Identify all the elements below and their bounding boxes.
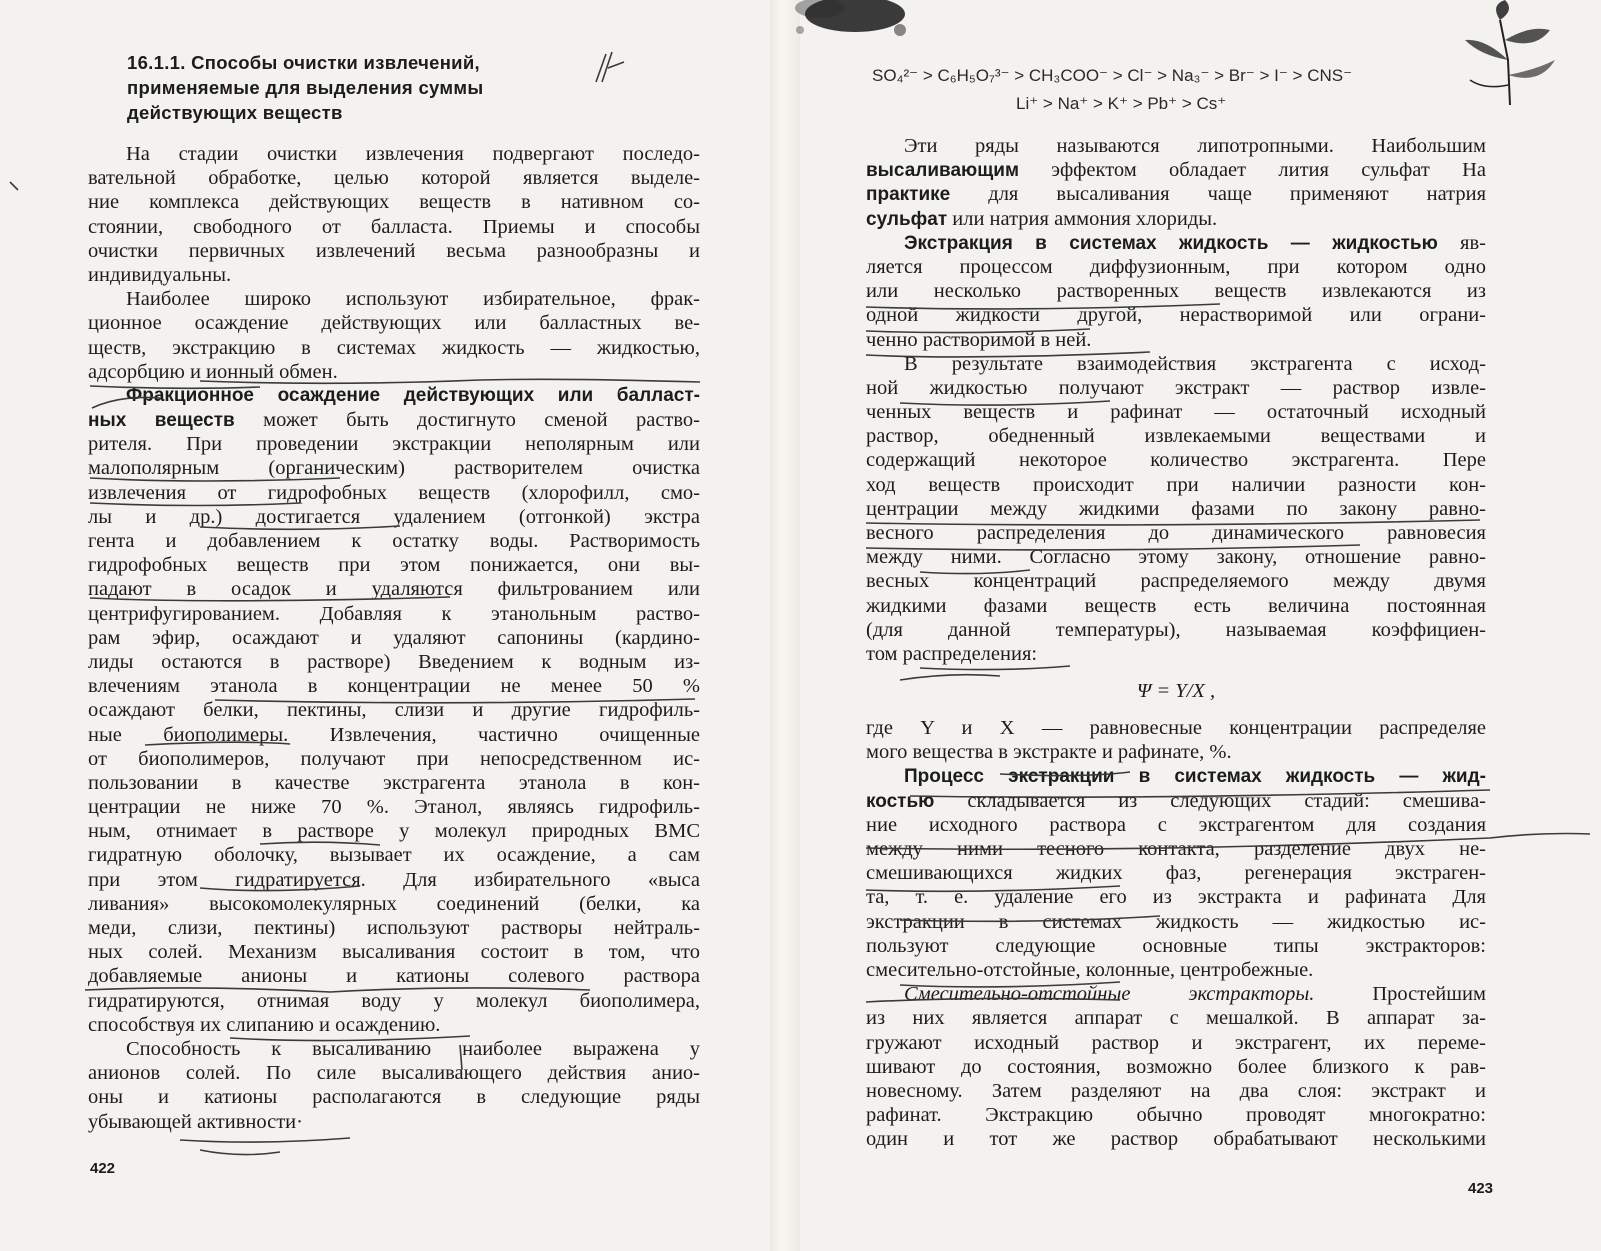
- text-fragment: складывается из следующих стадий: смешива-: [934, 789, 1486, 812]
- text-line: центрации между жидкими фазами по закону равно-: [866, 497, 1486, 520]
- page-number: 422: [90, 1160, 116, 1177]
- text-line: (для данной температуры), называемая коэффициен-: [866, 618, 1486, 641]
- italic-term: Смесительно-отстойные экстракторы.: [904, 983, 1315, 1006]
- text-fragment: Простейшим: [1314, 983, 1486, 1006]
- text-line: новесному. Затем разделяют на два слоя: экстракт и: [866, 1079, 1486, 1102]
- text-line: экстракции в системах жидкость — жидкостью ис-: [866, 910, 1486, 933]
- cation-series: Li⁺ > Na⁺ > K⁺ > Pb⁺ > Cs⁺: [1016, 94, 1227, 113]
- text-line: ливания» высокомолекулярных соединений (белки, ка: [88, 892, 700, 915]
- text-line: гидратную оболочку, вызывает их осаждение, а сам: [88, 844, 700, 867]
- text-line: при этом гидратируется. Для избирательного «выса: [88, 868, 700, 891]
- text-line: меди, слизи, пектины) используют растворы нейтраль-: [88, 917, 700, 939]
- text-line: пользуют следующие основные типы экстракторов:: [866, 934, 1486, 957]
- text-line: ние комплекса действующих веществ в нативном со-: [88, 191, 700, 214]
- text-line: лиды остаются в растворе) Введением к водным из-: [88, 650, 700, 673]
- text-line: индивидуальны.: [88, 263, 232, 286]
- text-line: Наиболее широко используют избирательное, фрак-: [126, 288, 700, 311]
- text-line: В результате взаимодействия экстрагента с исход-: [904, 352, 1486, 375]
- page-number: 423: [1468, 1180, 1494, 1197]
- text-line: рителя. При проведении экстракции неполярным или: [88, 433, 700, 456]
- text-line: гента и добавлением к остатку воды. Растворимость: [88, 530, 700, 552]
- text-line: вательной обработке, целью которой является выделе-: [88, 167, 700, 190]
- text-line: ченно растворимой в ней.: [866, 328, 1092, 351]
- text-line: малополярным (органическим) растворителем очистка: [88, 457, 700, 480]
- heading-line: 16.1.1. Способы очистки извлечений,: [127, 52, 480, 73]
- text-line: влечениям этанола в концентрации не менее 50 %: [88, 675, 700, 698]
- text-line: ченных веществ и рафинат — остаточный исходный: [866, 401, 1486, 424]
- text-line: между ними. Согласно этому закону, отношение равно-: [866, 546, 1486, 569]
- text-line: из них является аппарат с мешалкой. В аппарат за-: [866, 1007, 1486, 1030]
- text-line: центрации не ниже 70 %. Этанол, являясь гидрофиль-: [88, 796, 700, 819]
- text-fragment: эффектом обладает лития сульфат На: [1019, 159, 1486, 182]
- book-gutter: [770, 0, 800, 1251]
- text-line: На стадии очистки извлечения подвергают последо-: [126, 143, 700, 165]
- text-line: один и тот же раствор обрабатывают несколькими: [866, 1128, 1486, 1151]
- text-line: ной жидкостью получают экстракт — раствор извле-: [866, 376, 1486, 399]
- text-line: том распределения:: [866, 642, 1038, 665]
- text-line: смесительно-отстойные, колонные, центробежные.: [866, 959, 1314, 981]
- text-line: адсорбцию и ионный обмен.: [88, 360, 338, 383]
- distribution-formula: Ψ = Y/X ,: [1136, 680, 1216, 703]
- text-line: та, т. е. удаление его из экстракта и рафината Для: [866, 886, 1486, 909]
- text-line: ные биополимеры. Извлечения, частично очищенные: [88, 723, 700, 746]
- text-line: мого вещества в экстракте и рафинате, %.: [866, 741, 1232, 764]
- text-line: ляется процессом диффузионным, при котором одно: [866, 255, 1486, 278]
- right-page: [800, 0, 1601, 1251]
- text-line: ход веществ происходит при наличии разности кон-: [866, 473, 1486, 496]
- text-line: смешивающихся жидких фаз, регенерация экстраген-: [866, 862, 1486, 885]
- text-line: гидратируются, отнимая воду у молекул биополимера,: [88, 989, 700, 1012]
- text-line: падают в осадок и удаляются фильтрованием или: [88, 578, 700, 601]
- text-line-bold: Процесс экстракции в системах жидкость — жид-: [904, 765, 1486, 787]
- text-line: раствор, обедненный извлекаемыми веществами и: [866, 425, 1486, 448]
- text-line: ционное осаждение действующих или балластных ве-: [88, 312, 700, 335]
- text-line: очистки первичных извлечений весьма разнообразны и: [88, 239, 700, 262]
- text-line: ние исходного раствора с экстрагентом для создания: [866, 813, 1486, 836]
- text-line: рам эфир, осаждают и удаляют сапонины (кардино-: [88, 626, 700, 649]
- pencil-underlines: [0, 0, 770, 1251]
- text-line: ществ, экстракцию в системах жидкость — жидкостью,: [88, 336, 700, 359]
- anion-series: SO₄²⁻ > C₆H₅O₇³⁻ > CH₃COO⁻ > Cl⁻ > Na₃⁻ > Br⁻ > I⁻ > CNS⁻: [872, 66, 1353, 85]
- text-line: жидкими фазами веществ есть величина постоянная: [866, 594, 1486, 617]
- text-line: ным, отнимает в растворе у молекул природных ВМС: [88, 820, 700, 843]
- text-line: рафинат. Экстракцию обычно проводят многократно:: [866, 1104, 1486, 1127]
- text-line: стоянии, свободного от балласта. Приемы и способы: [88, 215, 700, 238]
- text-line: где Y и X — равновесные концентрации распределяе: [866, 717, 1486, 740]
- text-fragment: яв-: [1437, 231, 1486, 254]
- heading-line: действующих веществ: [127, 102, 343, 123]
- text-line: убывающей активности·: [88, 1110, 303, 1133]
- bold-term: костью: [866, 790, 935, 812]
- text-line: гидрофобных веществ при этом понижается, они вы-: [88, 554, 700, 577]
- text-line: Эти ряды называются липотропными. Наибольшим: [904, 135, 1486, 157]
- text-line: содержащий некоторое количество экстрагента. Пере: [866, 449, 1486, 472]
- text-line: одной жидкости другой, нерастворимой или ограни-: [866, 304, 1486, 327]
- text-line: анионов солей. По силе высаливающего действия анио-: [88, 1062, 700, 1085]
- text-line: ных солей. Механизм высаливания состоит в том, что: [88, 941, 700, 964]
- bold-term: высаливающим: [866, 160, 1020, 182]
- text-line: оны и катионы располагаются в следующие ряды: [88, 1086, 700, 1109]
- text-line: весных концентраций распределяемого между двумя: [866, 570, 1486, 593]
- text-line: или несколько растворенных веществ извлекаются из: [866, 280, 1486, 303]
- text-line: извлечения от гидрофобных веществ (хлорофилл, смо-: [88, 481, 700, 504]
- pencil-underlines: [800, 0, 1601, 1251]
- text-fragment: или натрия аммония хлориды.: [947, 207, 1218, 230]
- left-page: [0, 0, 770, 1251]
- text-line: Способность к высаливанию наиболее выражена у: [126, 1037, 700, 1060]
- text-fragment: для высаливания чаще применяют натрия: [950, 183, 1486, 206]
- text-fragment: может быть достигнуто сменой раство-: [234, 409, 700, 432]
- text-line: добавляемые анионы и катионы солевого раствора: [88, 965, 700, 988]
- bold-term: практике: [866, 184, 951, 206]
- text-line: лы и др.) достигается удалением (отгонкой) экстра: [88, 505, 700, 528]
- bold-term: сульфат: [866, 208, 948, 230]
- heading-line: применяемые для выделения суммы: [127, 77, 484, 98]
- text-line: от биополимеров, получают при непосредственном ис-: [88, 747, 700, 770]
- text-line: способствуя их слипанию и осаждению.: [88, 1013, 441, 1036]
- text-line: пользовании в качестве экстрагента этанола в кон-: [88, 771, 700, 794]
- text-line: центрифугированием. Добавляя к этанольным раство-: [88, 602, 700, 625]
- text-line: гружают исходный раствор и экстрагент, их переме-: [866, 1031, 1486, 1054]
- text-line-bold: Фракционное осаждение действующих или балласт-: [126, 384, 700, 406]
- bold-term: Экстракция в системах жидкость — жидкостью: [904, 232, 1438, 254]
- text-line: между ними тесного контакта, разделение двух не-: [866, 838, 1486, 861]
- text-line: осаждают белки, пектины, слизи и другие гидрофиль-: [88, 699, 700, 722]
- text-line: весного распределения до динамического равновесия: [866, 522, 1486, 544]
- bold-term: ных веществ: [88, 410, 235, 432]
- text-line: шивают до состояния, возможно более близкого к рав-: [866, 1055, 1486, 1078]
